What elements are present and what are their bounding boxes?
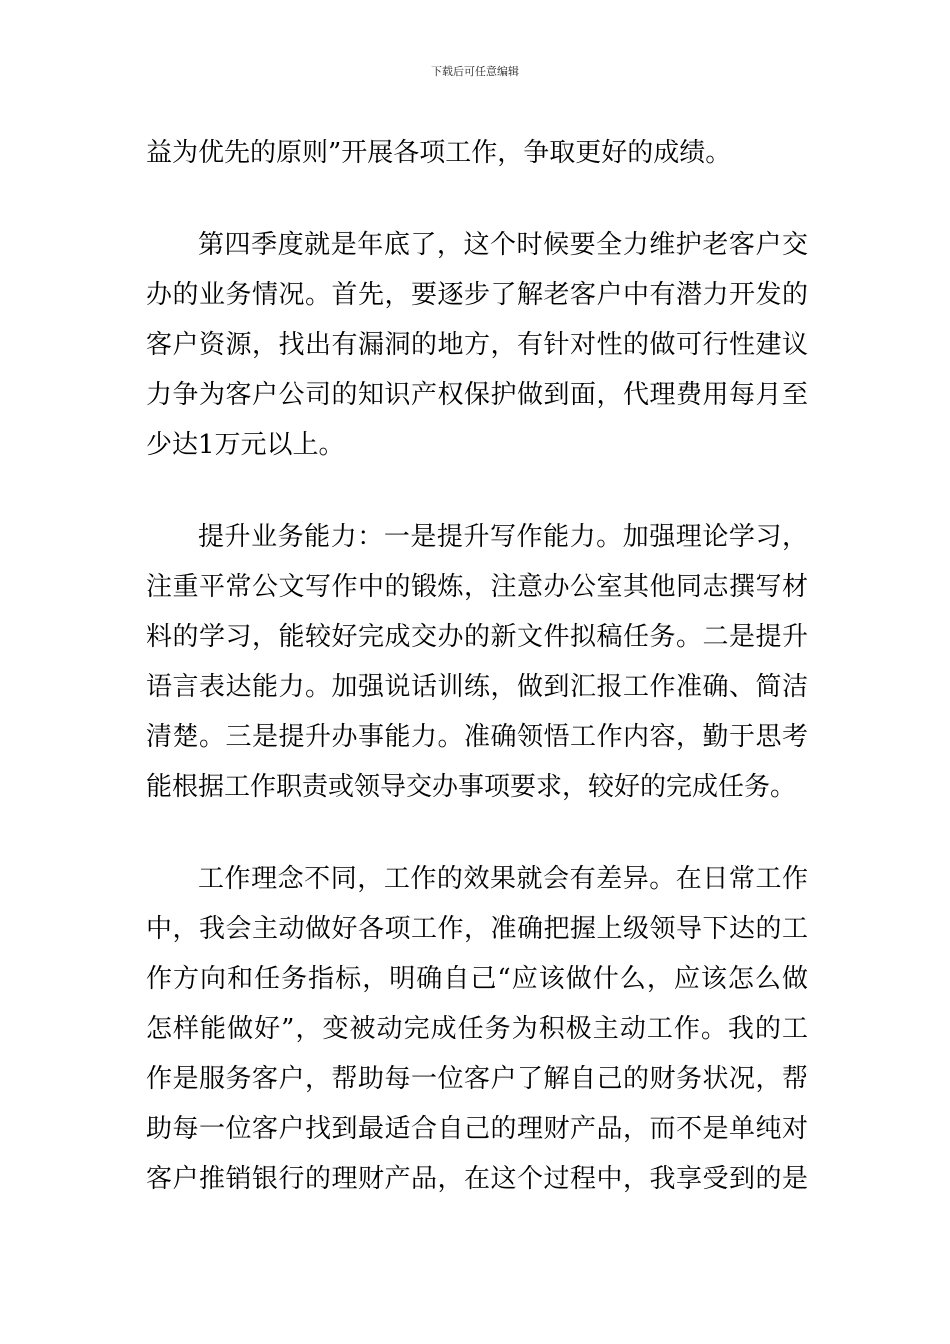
paragraph <box>146 512 808 812</box>
paragraph-spacing <box>146 812 808 854</box>
text-line: 作是服务客户，帮助每一位客户了解自己的财务状况，帮 <box>146 1064 808 1094</box>
paragraph <box>146 854 808 1204</box>
text-line: 力争为客户公司的知识产权保护做到面，代理费用每月至 <box>146 380 808 410</box>
text-line: 中，我会主动做好各项工作，准确把握上级领导下达的工 <box>146 914 808 944</box>
text-line: 怎样能做好”，变被动完成任务为积极主动工作。我的工 <box>146 1014 808 1044</box>
text-line: 注重平常公文写作中的锻炼，注意办公室其他同志撰写材 <box>146 572 808 602</box>
text-line: 能根据工作职责或领导交办事项要求，较好的完成任务。 <box>146 772 797 802</box>
text-line: 料的学习，能较好完成交办的新文件拟稿任务。二是提升 <box>146 622 808 652</box>
text-line: 提升业务能力：一是提升写作能力。加强理论学习， <box>198 522 808 552</box>
paragraph-spacing <box>146 470 808 512</box>
text-line: 语言表达能力。加强说话训练，做到汇报工作准确、简洁 <box>146 672 808 702</box>
text-line: 工作理念不同，工作的效果就会有差异。在日常工作 <box>198 864 808 894</box>
text-line: 益为优先的原则”开展各项工作，争取更好的成绩。 <box>146 138 732 168</box>
text-line: 作方向和任务指标，明确自己“应该做什么，应该怎么做 <box>146 964 808 994</box>
text-line: 客户资源，找出有漏洞的地方，有针对性的做可行性建议 <box>146 330 808 360</box>
paragraph-spacing <box>146 178 808 220</box>
text-line: 少达1万元以上。 <box>146 430 345 460</box>
page-header: 下载后可任意编辑 <box>431 65 519 78</box>
document-body <box>146 128 808 1204</box>
text-line: 办的业务情况。首先，要逐步了解老客户中有潜力开发的 <box>146 280 808 310</box>
paragraph <box>146 220 808 470</box>
text-line: 清楚。三是提升办事能力。准确领悟工作内容，勤于思考 <box>146 722 808 752</box>
text-line: 第四季度就是年底了，这个时候要全力维护老客户交 <box>198 230 808 260</box>
text-line: 客户推销银行的理财产品，在这个过程中，我享受到的是 <box>146 1164 808 1194</box>
paragraph <box>146 128 808 178</box>
text-line: 助每一位客户找到最适合自己的理财产品，而不是单纯对 <box>146 1114 808 1144</box>
